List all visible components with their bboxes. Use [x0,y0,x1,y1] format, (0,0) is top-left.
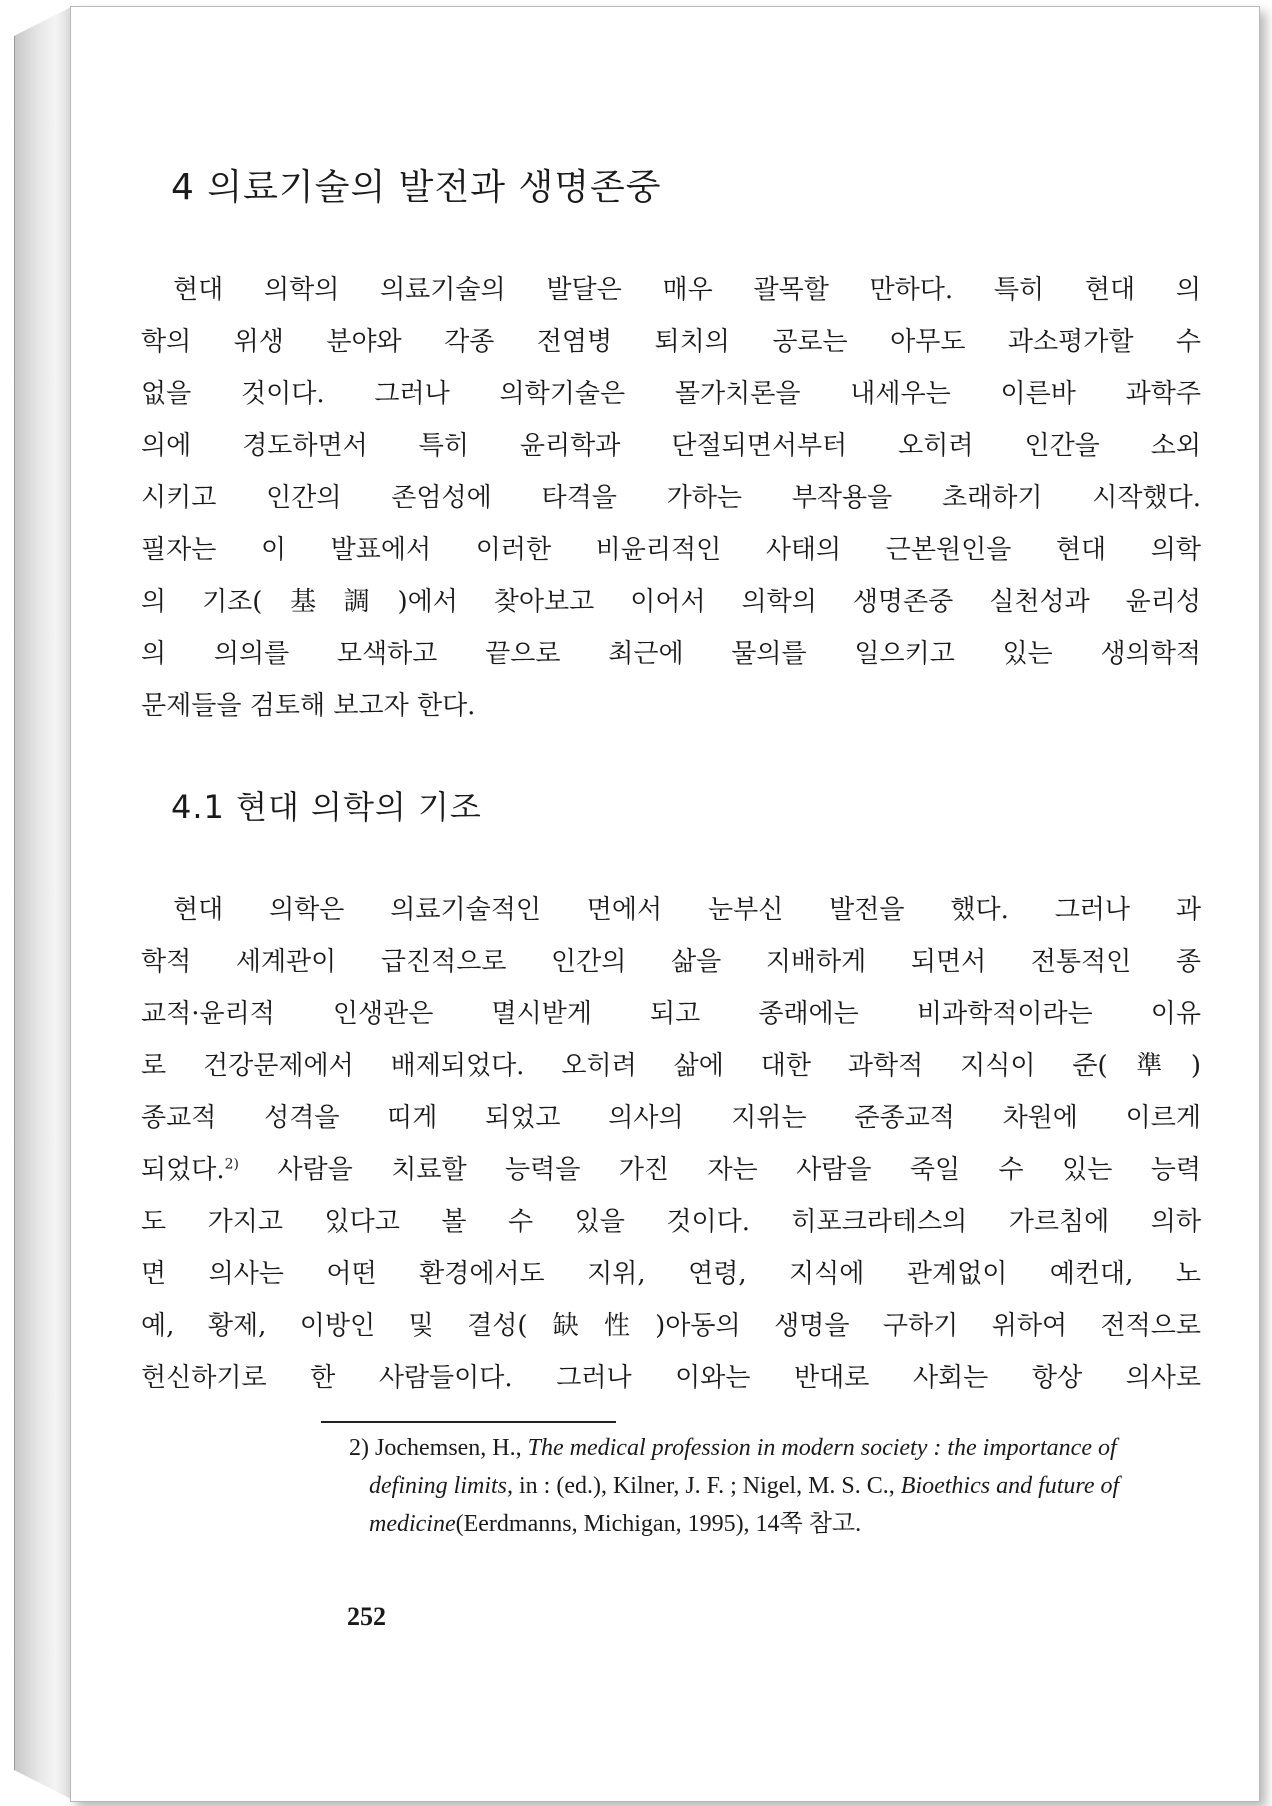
section-paragraph [141,264,1201,732]
paragraph-line: 면 의사는 어떤 환경에서도 지위, 연령, 지식에 관계없이 예컨대, 노 [141,1259,1201,1289]
section-heading: 4 의료기술의 발전과 생명존중 [171,167,662,208]
paragraph-line: 시키고 인간의 존엄성에 타격을 가하는 부작용을 초래하기 시작했다. [141,483,1201,513]
paragraph-line: 현대 의학의 의료기술의 발달은 매우 괄목할 만하다. 특히 현대 의 [173,275,1201,305]
footnote-divider [321,1421,616,1423]
subsection-heading: 4.1 현대 의학의 기조 [171,788,482,826]
paragraph-line: 학의 위생 분야와 각종 전염병 퇴치의 공로는 아무도 과소평가할 수 [141,327,1201,357]
book-page [70,6,1260,1802]
paragraph-line: 헌신하기로 한 사람들이다. 그러나 이와는 반대로 사회는 항상 의사로 [141,1363,1201,1393]
subsection-paragraph [141,884,1201,1404]
footnote-book: Bioethics and future of [900,1473,1120,1499]
footnote-label: 2) [349,1435,369,1461]
paragraph-line: 학적 세계관이 급진적으로 인간의 삶을 지배하게 되면서 전통적인 종 [141,947,1201,977]
paragraph-line: 종교적 성격을 띠게 되었고 의사의 지위는 준종교적 차원에 이르게 [141,1103,1201,1133]
footnote [349,1429,1209,1543]
paragraph-line: 의에 경도하면서 특히 윤리학과 단절되면서부터 오히려 인간을 소외 [141,431,1201,461]
footnote-line [349,1429,1209,1467]
paragraph-line: 문제들을 검토해 보고자 한다. [141,691,476,721]
paragraph-line: 예, 황제, 이방인 및 결성(缺性)아동의 생명을 구하기 위하여 전적으로 [141,1311,1201,1341]
paragraph-line: 필자는 이 발표에서 이러한 비윤리적인 사태의 근본원인을 현대 의학 [141,535,1201,565]
footnote-marker[interactable]: 2) [224,1156,239,1173]
footnote-author: Jochemsen, H., [375,1435,522,1461]
paragraph-line: 도 가지고 있다고 볼 수 있을 것이다. 히포크라테스의 가르침에 의하 [141,1207,1201,1237]
paragraph-text: 되었다. [141,1155,225,1185]
paragraph-line: 의 의의를 모색하고 끝으로 최근에 물의를 일으키고 있는 생의학적 [141,639,1201,669]
footnote-title-cont: defining limits, [369,1473,513,1499]
paragraph-line: 로 건강문제에서 배제되었다. 오히려 삶에 대한 과학적 지식이 준(準) [141,1051,1201,1081]
paragraph-line: 교적·윤리적 인생관은 멸시받게 되고 종래에는 비과학적이라는 이유 [141,999,1201,1029]
paragraph-line: 없을 것이다. 그러나 의학기술은 몰가치론을 내세우는 이른바 과학주 [141,379,1201,409]
paragraph-text: 사람을 치료할 능력을 가진 자는 사람을 죽일 수 있는 능력 [277,1155,1201,1185]
paragraph-line: 현대 의학은 의료기술적인 면에서 눈부신 발전을 했다. 그러나 과 [173,895,1201,925]
footnote-publisher: (Eerdmanns, Michigan, 1995), 14쪽 참고. [455,1511,862,1537]
footnote-line [349,1467,1209,1505]
book-spine-edge [14,6,73,1800]
paragraph-line-with-footnote [141,1144,1201,1196]
footnote-book-cont: medicine [369,1511,456,1537]
paragraph-line: 의 기조(基調)에서 찾아보고 이어서 의학의 생명존중 실천성과 윤리성 [141,587,1201,617]
footnote-editors: in : (ed.), Kilner, J. F. ; Nigel, M. S. C., [519,1473,895,1499]
footnote-line [349,1505,1209,1543]
page-number: 252 [347,1602,386,1631]
footnote-title: The medical profession in modern society : the importance of [527,1435,1117,1461]
